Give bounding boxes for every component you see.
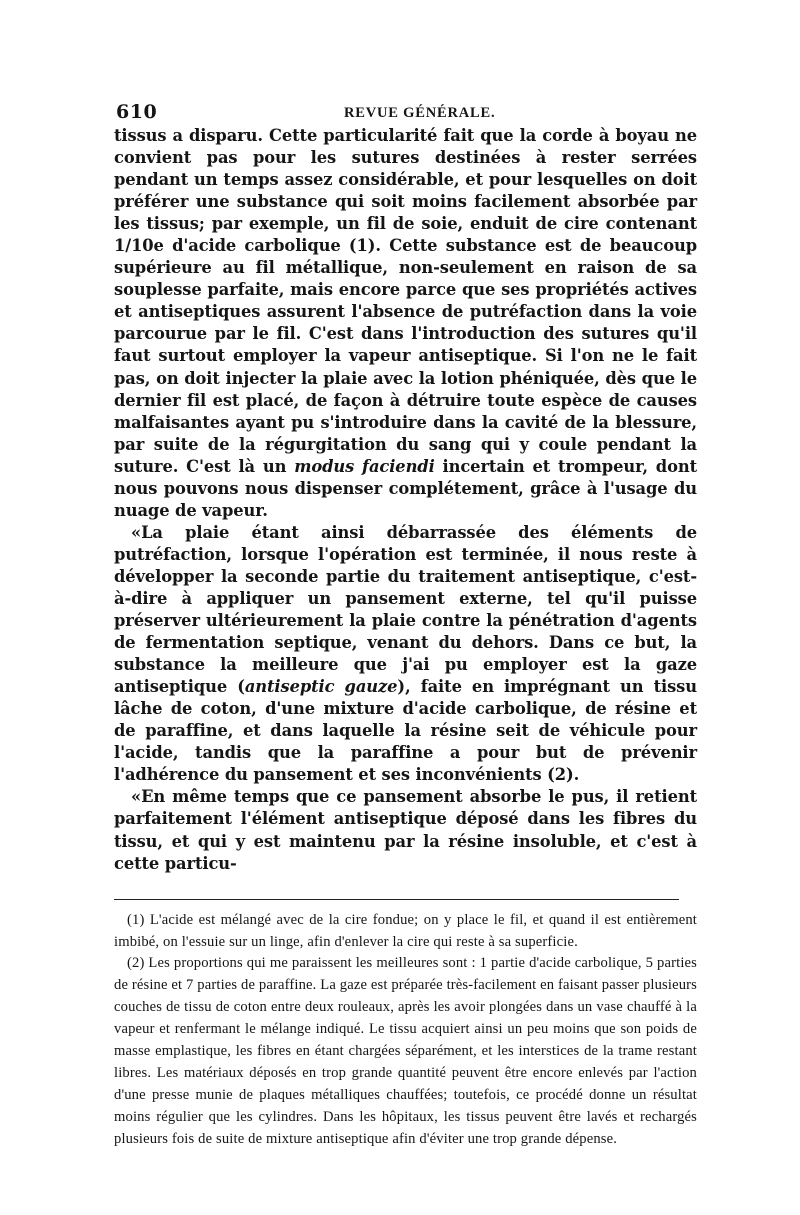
footnote-1: (1) L'acide est mélangé avec de la cire fondue; on y place le fil, et quand il est entièrement imbibé, on l'essuie sur un linge, afin d'enlever la cire qui reste à sa superficie. xyxy=(114,911,697,950)
running-head: REVUE GÉNÉRALE. xyxy=(344,105,496,121)
paragraph-3: «En même temps que ce pansement absorbe le pus, il retient parfaitement l'élément antiseptique déposé dans les fibres du tissu, et qui y est maintenu par la résine insoluble, et c'est à cette particu- xyxy=(114,787,697,873)
footnote-divider xyxy=(114,899,679,900)
footnotes xyxy=(114,910,697,1151)
paragraph-1-text: tissus a disparu. Cette particularité fait que la corde à boyau ne convient pas pour les sutures destinées à rester serrées pendant un temps assez considérable, et pour lesquelles on doit préférer une substance qui soit moins facilement absorbée par les tissus; par exemple, un fil de soie, enduit de cire contenant 1/10e d'acide carbolique (1). Cette substance est de beaucoup supérieure au fil métallique, non-seulement en raison de sa souplesse parfaite, mais encore parce que ses propriétés actives et antiseptiques assurent l'absence de putréfaction dans la voie parcourue par le fil. C'est dans l'introduction des sutures qu'il faut surtout employer la vapeur antiseptique. Si l'on ne le fait pas, on doit injecter la plaie avec la lotion phéniquée, dès que le dernier fil est placé, de façon à détruire toute espèce de causes malfaisantes ayant pu s'introduire dans la cavité de la blessure, par suite de la régurgitation du sang qui y coule pendant la suture. C'est là un xyxy=(114,126,697,476)
paragraph-2-end: ), faite en imprégnant un tissu lâche de coton, d'une mixture d'acide carbolique, de résine et de paraffine, et dans laquelle la résine seit de véhicule pour l'acide, tandis que la paraffine a pour but de prévenir l'adhérence du pansement et ses inconvénients (2). xyxy=(114,677,697,785)
book-page xyxy=(114,95,697,1151)
footnote-2: (2) Les proportions qui me paraissent les meilleures sont : 1 partie d'acide carbolique, 5 parties de résine et 7 parties de paraffine. La gaze est préparée très-facilement en faisant passer plusieurs couches de tissu de coton entre deux rouleaux, après les avoir plongées dans un vase chauffé à la vapeur et renfermant le mélange indiqué. Le tissu acquiert ainsi un peu moins que son poids de masse emplastique, les fibres en étant chargées séparément, et les interstices de la trame restant libres. Les matériaux déposés en trop grande quantité peuvent être encore enlevés par l'action d'une presse munie de plaques métalliques chauffées; toutefois, ce procédé donne un résultat moins régulier que les cylindres. Dans les hôpitaux, les tissus peuvent être lavés et rechargés plusieurs fois de suite de mixture antiseptique afin d'éviter une trop grande dépense. xyxy=(114,955,697,1147)
paragraph-1-end: incertain et trompeur, dont nous pouvons nous dispenser complétement, grâce à l'usage du nuage de vapeur. xyxy=(114,456,697,520)
paragraph-1-italic: modus faciendi xyxy=(294,456,435,476)
paragraph-2 xyxy=(114,522,697,787)
paragraph-2-text: «La plaie étant ainsi débarrassée des éléments de putréfaction, lorsque l'opération est terminée, il nous reste à développer la seconde partie du traitement antiseptique, c'est-à-dire à appliquer un pansement externe, tel qu'il puisse préserver ultérieurement la plaie contre la pénétration d'agents de fermentation septique, venant du dehors. Dans ce but, la substance la meilleure que j'ai pu employer est la gaze antiseptique ( xyxy=(114,522,697,697)
paragraph-1 xyxy=(114,125,697,522)
main-text xyxy=(114,125,697,875)
page-header xyxy=(114,95,697,125)
paragraph-2-italic: antiseptic gauze xyxy=(244,677,398,697)
page-number: 610 xyxy=(116,101,158,123)
